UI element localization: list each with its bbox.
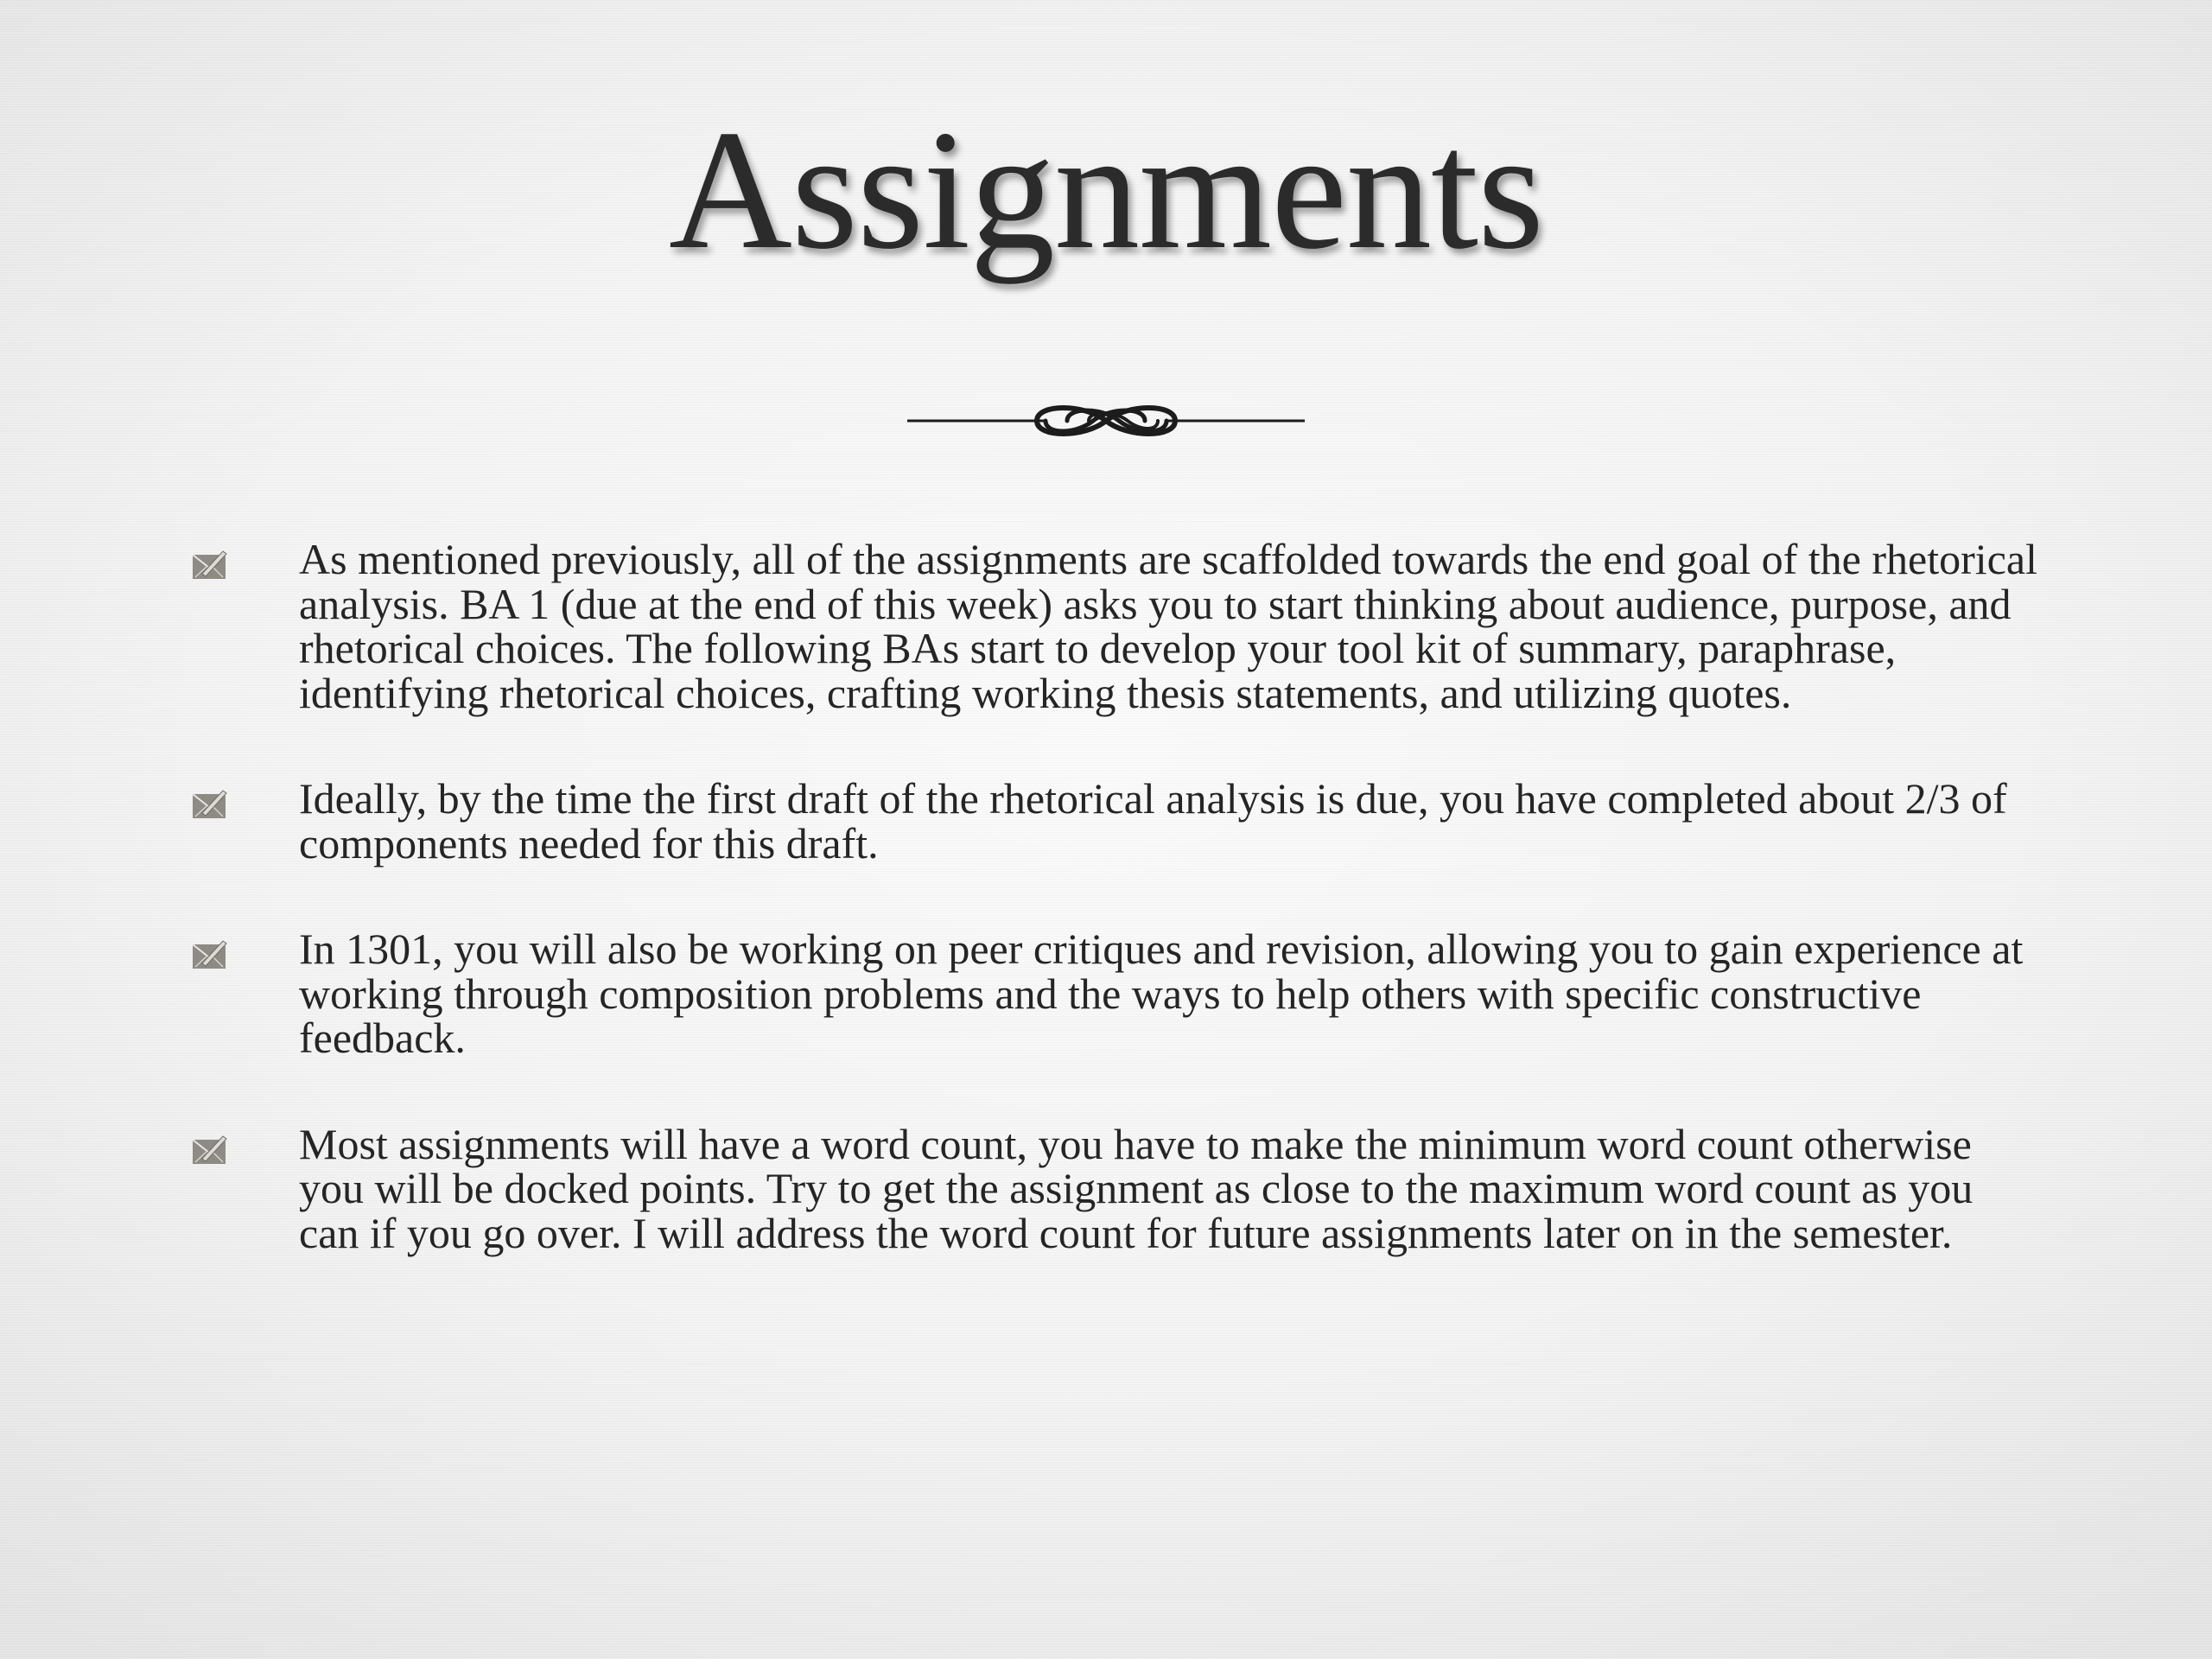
bullet-text: Ideally, by the time the first draft of the rhetorical analysis is due, you have completed about 2/3 of components needed for this draft.	[299, 774, 2007, 868]
slide-title: Assignments	[668, 95, 1544, 284]
list-item	[192, 537, 2041, 715]
list-item	[192, 1119, 2041, 1257]
envelope-icon	[192, 789, 228, 822]
bullet-text: As mentioned previously, all of the assignments are scaffolded towards the end goal of the rhetorical analysis. BA 1 (due at the end of this week) asks you to start thinking about audience, purpose, and rhetorical choices. The following BAs start to develop your tool kit of summary, paraphrase, identifying rhetorical choices, crafting working thesis statements, and utilizing quotes.	[299, 535, 2037, 717]
bullet-list	[192, 537, 2041, 1255]
scroll-divider-icon	[907, 393, 1305, 448]
bullet-text: Most assignments will have a word count, you have to make the minimum word count otherwise you will be docked points. Try to get the assignment as close to the maximum word count as you can if you go over. I will address the word count for future assignments later on in the semester.	[299, 1119, 1974, 1257]
envelope-icon	[192, 550, 228, 582]
envelope-icon	[192, 1135, 228, 1167]
list-item	[192, 927, 2041, 1061]
list-item	[192, 774, 2041, 868]
bullet-text: In 1301, you will also be working on peer critiques and revision, allowing you to gain experience at working through composition problems and the ways to help others with specific constructive feedback.	[299, 925, 2024, 1062]
envelope-icon	[192, 939, 228, 972]
